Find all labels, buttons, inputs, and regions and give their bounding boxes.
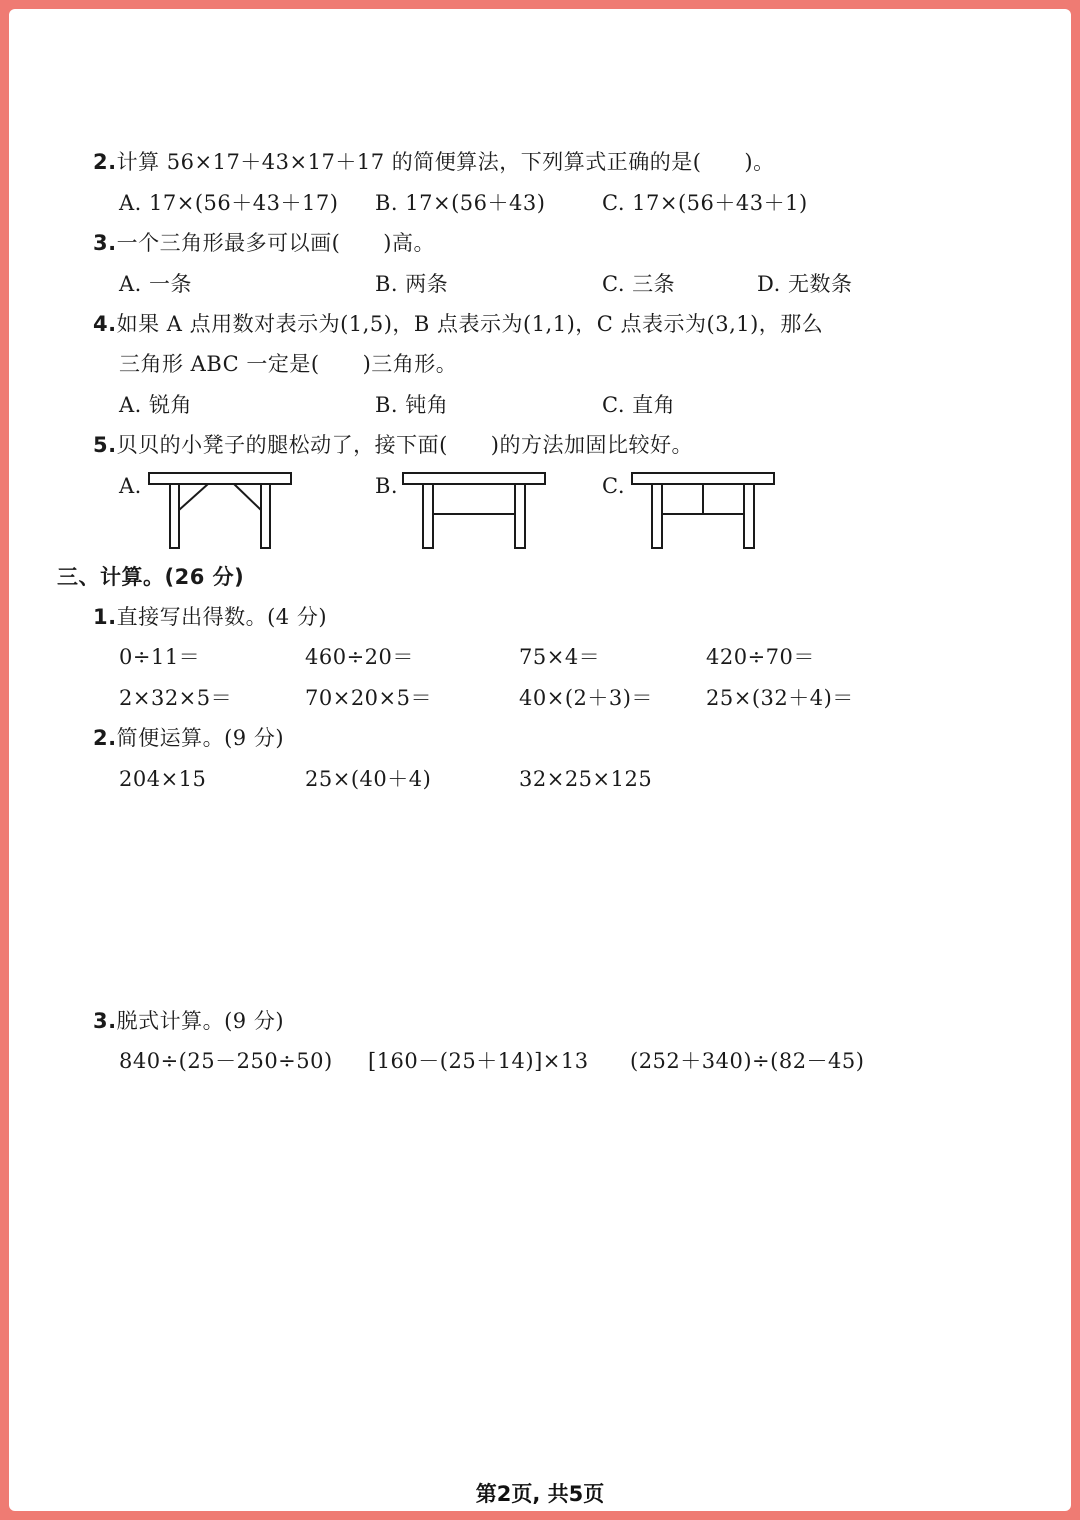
calc-item: 75×4＝ — [519, 645, 601, 669]
part-title-text: 脱式计算。(9 分) — [116, 1009, 285, 1033]
part-1-title — [93, 603, 327, 631]
option-c: C. — [602, 474, 625, 498]
question-number: 3. — [93, 231, 117, 255]
question-text: 如果 A 点用数对表示为(1,5)，B 点表示为(1,1)，C 点表示为(3,1)，那么 — [116, 312, 824, 336]
calc-item: 25×(32＋4)＝ — [706, 686, 854, 710]
part-title-text: 简便运算。(9 分) — [116, 726, 285, 750]
calc-item: 204×15 — [119, 767, 207, 791]
option-b: B. 钝角 — [375, 393, 449, 417]
question-number: 2. — [93, 150, 117, 174]
option-b: B. 17×(56＋43) — [375, 191, 546, 215]
option-a: A. 17×(56＋43＋17) — [119, 191, 339, 215]
question-text: 贝贝的小凳子的腿松动了，接下面( )的方法加固比较好。 — [116, 433, 693, 457]
calc-item: 25×(40＋4) — [305, 767, 432, 791]
part-3-title — [93, 1007, 284, 1035]
option-c: C. 三条 — [602, 272, 676, 296]
calc-item: 40×(2＋3)＝ — [519, 686, 653, 710]
calc-item: 2×32×5＝ — [119, 686, 233, 710]
stool-diagram-b — [401, 470, 547, 552]
calc-item: 840÷(25－250÷50) — [119, 1049, 333, 1073]
calc-item: 32×25×125 — [519, 767, 653, 791]
part-number: 1. — [93, 605, 117, 629]
part-2-title — [93, 724, 284, 752]
question-4-continued: 三角形 ABC 一定是( )三角形。 — [119, 352, 458, 376]
question-number: 4. — [93, 312, 117, 336]
question-text: 一个三角形最多可以画( )高。 — [116, 231, 435, 255]
question-text: 计算 56×17＋43×17＋17 的简便算法，下列算式正确的是( )。 — [116, 150, 775, 174]
stool-diagram-a — [148, 470, 294, 552]
question-5 — [93, 431, 693, 459]
stool-diagram-c — [630, 470, 776, 552]
calc-item: 0÷11＝ — [119, 645, 201, 669]
page-footer: 第2页, 共5页 — [475, 1482, 605, 1506]
part-title-text: 直接写出得数。(4 分) — [116, 605, 328, 629]
question-2 — [93, 148, 775, 176]
option-d: D. 无数条 — [757, 272, 853, 296]
calc-item: (252＋340)÷(82－45) — [630, 1049, 865, 1073]
calc-item: 420÷70＝ — [706, 645, 815, 669]
calc-item: 460÷20＝ — [305, 645, 414, 669]
calc-item: [160－(25＋14)]×13 — [368, 1049, 589, 1073]
option-a: A. — [119, 474, 142, 498]
part-number: 2. — [93, 726, 117, 750]
option-a: A. 锐角 — [119, 393, 193, 417]
calc-item: 70×20×5＝ — [305, 686, 432, 710]
option-a: A. 一条 — [119, 272, 193, 296]
section-3-title: 三、计算。(26 分) — [57, 565, 245, 589]
question-3 — [93, 229, 435, 257]
option-c: C. 17×(56＋43＋1) — [602, 191, 808, 215]
option-c: C. 直角 — [602, 393, 676, 417]
question-4 — [93, 310, 823, 338]
option-b: B. — [375, 474, 399, 498]
part-number: 3. — [93, 1009, 117, 1033]
question-number: 5. — [93, 433, 117, 457]
option-b: B. 两条 — [375, 272, 449, 296]
